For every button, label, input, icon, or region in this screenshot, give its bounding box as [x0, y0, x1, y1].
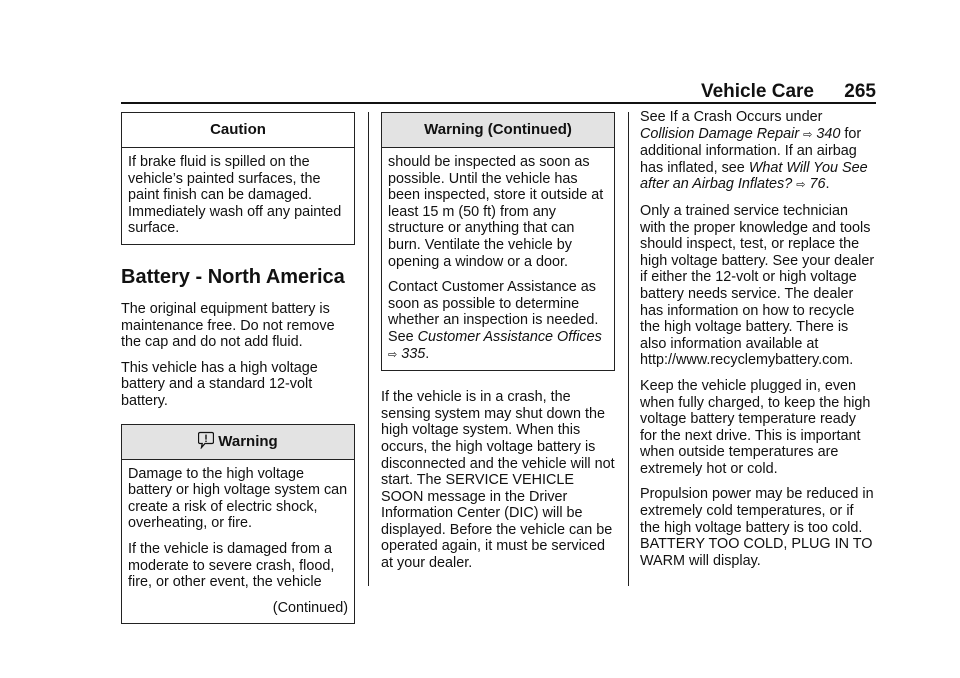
column-divider — [628, 112, 629, 586]
warning-speech-bubble-icon — [198, 428, 214, 462]
customer-assistance-link[interactable]: Customer Assistance Offices — [417, 328, 602, 345]
header-rule — [121, 102, 876, 104]
caution-box — [121, 112, 355, 245]
page-header — [121, 81, 876, 103]
service-paragraph: Only a trained service technician with the proper knowledge and tools should inspect, test, or replace the high voltage battery. See your dealer if either the 12-volt or high voltage battery needs service. The dealer has information on how to recycle the high voltage battery. There is also information available at http://www.recyclemybattery.com. — [640, 202, 875, 369]
section-title: Vehicle Care — [700, 81, 814, 102]
page-number: 265 — [844, 81, 876, 102]
warning-continued-paragraph: Contact Customer Assistance as soon as possible to determine whether an inspection is needed. See Customer Assistance Offices ⇨ 335. — [388, 279, 602, 362]
warning-paragraph: If the vehicle is damaged from a moderate to severe crash, flood, fire, or other event, the vehicle — [128, 540, 335, 591]
cold-paragraph: Propulsion power may be reduced in extremely cold temperatures, or if the high voltage battery is too cold. BATTERY TOO COLD, PLUG IN TO WARM will display. — [640, 486, 874, 569]
caution-title: Caution — [122, 113, 354, 148]
collision-damage-link[interactable]: Collision Damage Repair — [640, 125, 800, 142]
column-3 — [640, 109, 876, 578]
page-reference-arrow-icon: ⇨ — [803, 128, 813, 141]
page-reference[interactable]: 76 — [809, 176, 826, 193]
column-divider — [368, 112, 369, 586]
battery-paragraph: The original equipment battery is maintenance free. Do not remove the cap and do not add fluid. — [121, 300, 335, 351]
battery-heading: Battery - North America — [121, 265, 345, 288]
battery-paragraph: This vehicle has a high voltage battery and a standard 12-volt battery. — [121, 359, 318, 409]
plug-in-paragraph: Keep the vehicle plugged in, even when fully charged, to keep the high voltage battery temperature ready for the next drive. This is important when outside temperatures are extremely hot or cold. — [640, 377, 871, 477]
caution-text: If brake fluid is spilled on the vehicle’s painted surfaces, the paint finish can be damaged. Immediately wash off any painted surface. — [128, 154, 342, 237]
warning-continued-box — [381, 112, 615, 371]
page-reference[interactable]: 340 — [816, 125, 841, 142]
continued-label: (Continued) — [272, 599, 348, 616]
airbag-link[interactable]: What Will You See after an Airbag Inflates? — [640, 159, 868, 193]
page-reference[interactable]: 335 — [401, 345, 426, 362]
warning-box — [121, 424, 355, 625]
warning-paragraph: Damage to the high voltage battery or high voltage system can create a risk of electric shock, overheating, or fire. — [128, 465, 348, 532]
page-reference-arrow-icon: ⇨ — [388, 348, 398, 361]
warning-header — [122, 425, 354, 460]
warning-continued-title: Warning (Continued) — [382, 113, 614, 148]
column-1 — [121, 112, 355, 624]
crash-paragraph: If the vehicle is in a crash, the sensing system may shut down the high voltage system. When this occurs, the high voltage battery is disconnected and the vehicle will not start. The SERVICE VEHICLE SOON message in the Driver Information Center (DIC) will be displayed. Before the vehicle can be operated again, it must be serviced at your dealer. — [381, 389, 615, 572]
crash-reference-paragraph: See If a Crash Occurs under Collision Damage Repair ⇨ 340 for additional information. If an airbag has inflated, see What Will You See after an Airbag Inflates? ⇨ 76. — [640, 109, 868, 193]
warning-title: Warning — [218, 432, 278, 450]
page-reference-arrow-icon: ⇨ — [796, 179, 806, 192]
warning-continued-paragraph: should be inspected as soon as possible. Until the vehicle has been inspected, store it outside at least 15 m (50 ft) from any structure or anything that can burn. Ventilate the vehicle by opening a window or a door. — [388, 154, 604, 270]
column-2 — [381, 112, 615, 581]
